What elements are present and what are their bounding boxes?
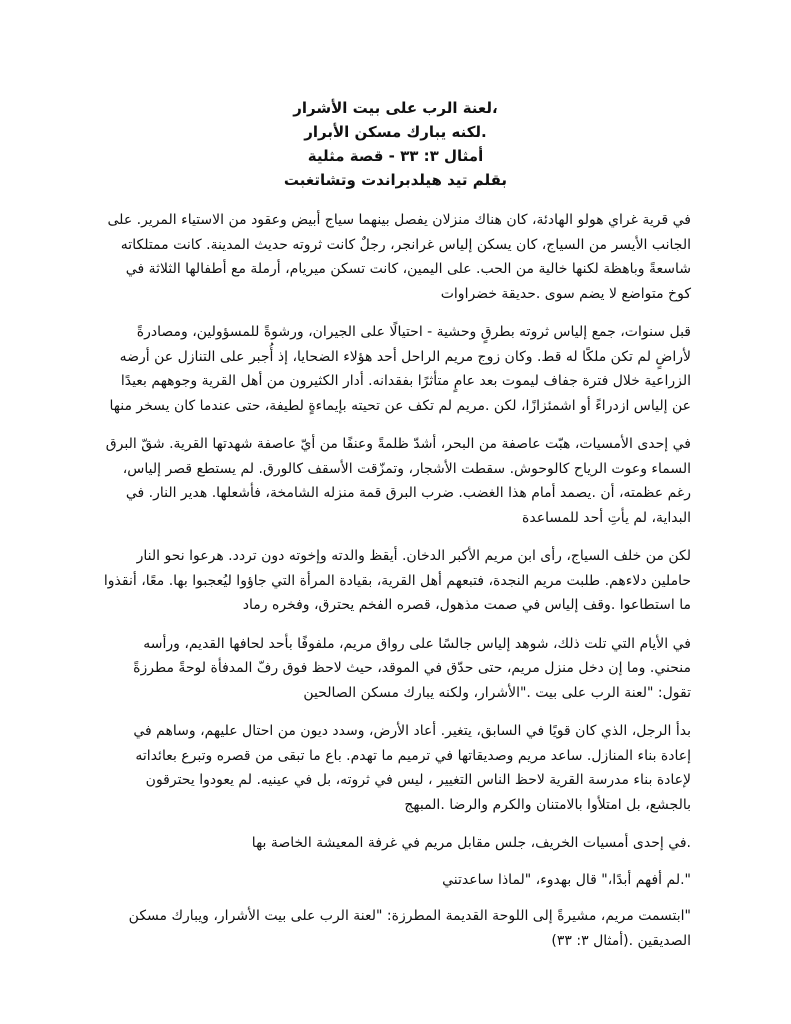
paragraph-6: بدأ الرجل، الذي كان قويًا في السابق، يتغير. أعاد الأرض، وسدد ديون من احتال عليهم، وساهم في إعادة بناء المنازل. ساعد مريم وصديقاتها في ترميم ما تهدم. باع ما تبقى من قصره وتبرع بعائداته لإعادة بناء مدرسة القرية لاحظ الناس التغيير ، ليس في ثروته، بل في عينيه. لم يعودوا يحترقون بالجشع، بل امتلأوا بالامتنان والكرم والرضا .المبهج (133, 723, 691, 813)
title-block (100, 96, 691, 192)
title-line-3: أمثال ٣: ٣٣ - قصة مثلية (307, 147, 484, 165)
paragraph-1: في قرية غراي هولو الهادئة، كان هناك منزلان يفصل بينهما سياج أبيض وعقود من الاستياء المرير. على الجانب الأيسر من السياج، كان يسكن إلياس غرانجر، رجلٌ كانت ثروته حديث المدينة. كانت ممتلكاته شاسعةً وباهظة لكنها خالية من الحب. على اليمين، كانت تسكن ميريام، أرملة مع أطفالها الثلاثة في كوخ متواضع لا يضم سوى .حديقة خضراوات (107, 212, 691, 302)
title-line-1: ،لعنة الرب على بيت الأشرار (293, 99, 498, 117)
paragraph-8: ".لم أفهم أبدًا،" قال بهدوء، "لماذا ساعدتني (442, 871, 691, 888)
story-body (100, 208, 691, 967)
paragraph-2: قبل سنوات، جمع إلياس ثروته بطرقٍ وحشية - احتيالًا على الجيران، ورشوةً للمسؤولين، ومصادرةً لأراضٍ لم تكن ملكًا له قط. وكان زوج مريم الراحل أحد هؤلاء الضحايا، إذ أُجبر على التنازل عن أرضه الزراعية خلال فترة جفاف ليموت بعد عامٍ متأثرًا بفقدانه. أدار الكثيرون من أهل القرية وجوههم بعيدًا عن إلياس ازدراءً أو اشمئزازًا، لكن .مريم لم تكف عن تحيته بإيماءةٍ لطيفة، حتى عندما كان يسخر منها (109, 324, 691, 414)
paragraph-4: لكن من خلف السياج، رأى ابن مريم الأكبر الدخان. أيقظ والدته وإخوته دون تردد. هرعوا نحو النار حاملين دلاءهم. طلبت مريم النجدة، فتبعهم أهل القرية، بقيادة المرأة التي جاؤوا ليُعجبوا بها. معًا، أنقذوا ما استطاعوا .وقف إلياس في صمت مذهول، قصره الفخم يحترق، وفخره رماد (103, 548, 691, 613)
paragraph-7: .في إحدى أمسيات الخريف، جلس مقابل مريم في غرفة المعيشة الخاصة بها (251, 835, 691, 851)
title-line-2: .لكنه يبارك مسكن الأبرار (304, 123, 487, 141)
paragraph-3: في إحدى الأمسيات، هبّت عاصفة من البحر، أشدّ ظلمةً وعنفًا من أيّ عاصفة شهدتها القرية. شقّ البرق السماء وعوت الرياح كالوحوش. سقطت الأشجار، وتمزّقت الأسقف كالورق. لم يستطع قصر إلياس، رغم عظمته، أن .يصمد أمام هذا الغضب. ضرب البرق قمة منزله الشامخة، فأشعلها. هدير النار. في البداية، لم يأتِ أحد للمساعدة (105, 436, 691, 526)
author-line: بقلم تيد هيلدبراندت وتشاتغبت (283, 171, 508, 189)
paragraph-5: في الأيام التي تلت ذلك، شوهد إلياس جالسًا على رواق مريم، ملفوفًا بأحد لحافها القديم، ورأسه منحني. وما إن دخل منزل مريم، حتى حدّق في الموقد، حيث لاحظ فوق رفّ المدفأة لوحةً مطرزةً تقول: "لعنة الرب على بيت ."الأشرار، ولكنه يبارك مسكن الصالحين (133, 635, 691, 701)
paragraph-9: "ابتسمت مريم، مشيرةً إلى اللوحة القديمة المطرزة: "لعنة الرب على بيت الأشرار، ويبارك مسكن الصديقين .(أمثال ٣: ٣٣) (128, 908, 691, 949)
